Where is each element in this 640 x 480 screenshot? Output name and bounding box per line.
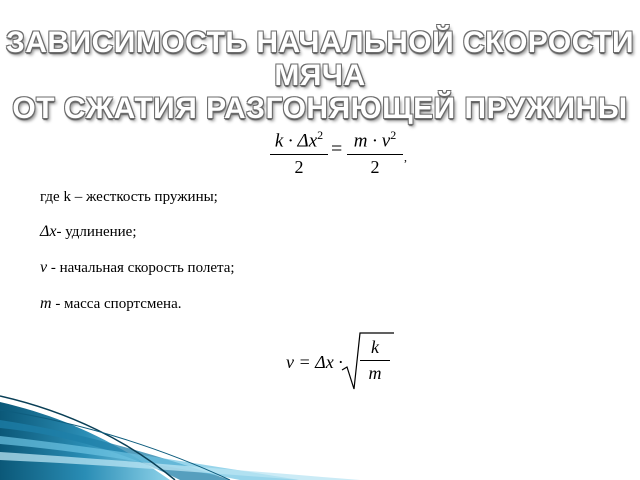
numerator-kinetic-text: m · v	[353, 130, 391, 152]
numerator-kinetic	[347, 124, 403, 152]
definition-dx	[40, 222, 137, 242]
denominator-spring: 2	[294, 157, 304, 178]
definition-k	[40, 187, 218, 207]
definition-symbol: Δx	[40, 223, 57, 240]
definition-symbol: m	[40, 295, 52, 312]
definition-text: где k – жесткость пружины;	[40, 189, 218, 205]
formula-velocity	[286, 332, 406, 392]
denominator-kinetic: 2	[370, 157, 380, 178]
fraction-spring-energy	[270, 124, 328, 177]
equals-sign: =	[331, 138, 343, 160]
numerator-k: k	[371, 337, 379, 357]
numerator-spring	[270, 124, 328, 152]
fraction-bar	[270, 154, 328, 155]
velocity-lhs: v = Δx ·	[286, 352, 343, 372]
denominator-m: m	[368, 363, 382, 383]
definition-symbol: v	[40, 259, 48, 276]
definition-text: - начальная скорость полета;	[47, 260, 235, 276]
definition-m	[40, 294, 181, 314]
slide-title	[0, 26, 640, 125]
formula-energy-balance	[270, 124, 410, 178]
numerator-spring-text: k · Δx	[274, 130, 318, 152]
fraction-bar	[347, 154, 403, 155]
fraction-k-over-m	[360, 336, 390, 383]
fraction-kinetic-energy	[347, 124, 403, 177]
definition-text: - масса спортсмена.	[51, 296, 182, 312]
exponent-kinetic: 2	[390, 128, 397, 142]
title-line-2: ОТ СЖАТИЯ РАЗГОНЯЮЩЕЙ ПРУЖИНЫ	[12, 92, 628, 125]
title-line-1: ЗАВИСИМОСТЬ НАЧАЛЬНОЙ СКОРОСТИ МЯЧА	[5, 26, 635, 92]
exponent-spring: 2	[317, 128, 324, 142]
decorative-swoosh	[0, 390, 640, 480]
formula-comma: ,	[404, 150, 407, 164]
fraction-bar	[360, 360, 390, 361]
definition-v	[40, 258, 235, 278]
definition-text: - удлинение;	[56, 224, 137, 240]
